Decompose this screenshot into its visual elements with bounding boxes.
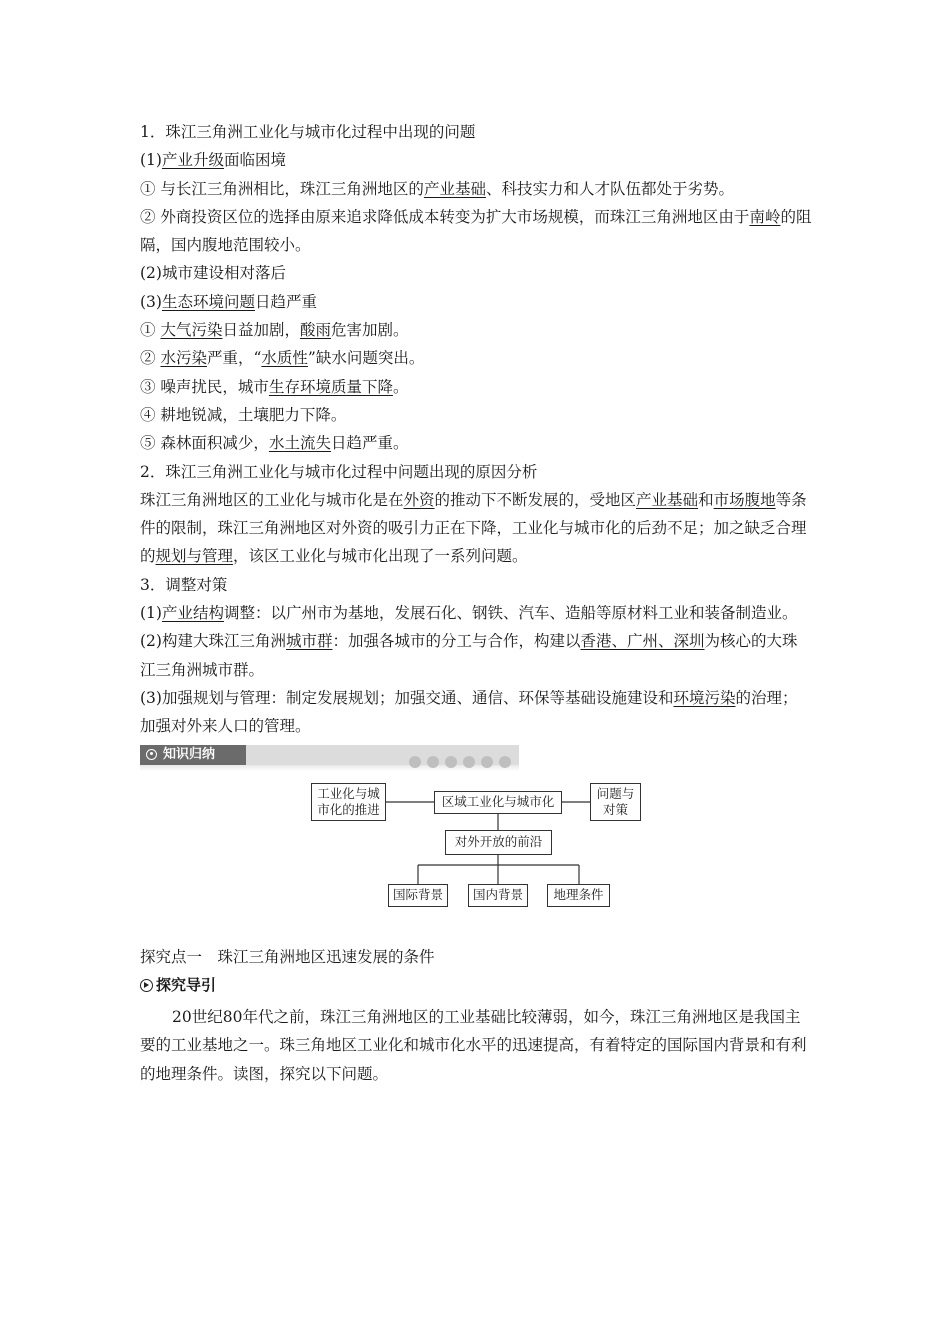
problem-2: (2)城市建设相对落后 [140, 264, 286, 283]
problem-1-point-2 [140, 203, 812, 260]
text: 调整：以广州市为基地，发展石化、钢铁、汽车、造船等原材料工业和装备制造业。 [223, 604, 798, 623]
key-term: 水土流失 [268, 434, 331, 453]
problem-3-point-5 [140, 429, 812, 457]
text: (1) [140, 604, 162, 623]
cause-analysis [140, 486, 812, 571]
countermeasure-1 [140, 599, 812, 627]
key-term: 产业升级 [161, 151, 224, 170]
diagram-box-international: 国际背景 [388, 884, 448, 907]
play-circle-icon [140, 979, 153, 992]
text: ⑤ 森林面积减少， [140, 434, 269, 453]
knowledge-diagram [140, 783, 812, 943]
text: 日趋严重。 [330, 434, 409, 453]
problem-3-point-3 [140, 373, 812, 401]
text: ③ 噪声扰民，城市 [140, 377, 269, 396]
section-1-title: 1．珠江三角洲工业化与城市化过程中出现的问题 [140, 123, 476, 141]
text: ② 外商投资区位的选择由原来追求降低成本转变为扩大市场规模，而珠江三角洲地区由于 [140, 207, 750, 226]
key-term: 外资 [403, 490, 435, 509]
document-body [140, 118, 812, 1088]
key-term: 水污染 [160, 349, 207, 368]
explore-paragraph: 20世纪80年代之前，珠江三角洲地区的工业基础比较薄弱，如今，珠江三角洲地区是我国主要的工业基地之一。珠三角地区工业化和城市化水平的迅速提高，有着特定的国际国内背景和有利的地理条件。读图，探究以下问题。 [140, 1008, 807, 1083]
dot-icon [463, 756, 475, 768]
text: 的推动下不断发展的，受地区 [434, 490, 637, 509]
key-term: 水质性 [261, 349, 308, 368]
diagram-box-left: 工业化与城市化的推进 [311, 783, 386, 821]
countermeasure-3 [140, 684, 812, 741]
problem-3-point-2 [140, 344, 812, 372]
dot-icon [445, 756, 457, 768]
key-term: 产业基础 [636, 490, 699, 509]
diagram-box-domestic: 国内背景 [468, 884, 528, 907]
key-term: 南岭 [749, 207, 781, 226]
text: (3)加强规划与管理：制定发展规划；加强交通、通信、环保等基础设施建设和 [140, 688, 674, 707]
key-term: 规划与管理 [155, 547, 234, 566]
banner-label: 知识归纳 [163, 746, 216, 762]
problem-1 [140, 146, 812, 174]
text: ① 与长江三角洲相比，珠江三角洲地区的 [140, 179, 424, 198]
text: 的阻隔，国内腹地范围较小。 [140, 207, 812, 255]
key-term: 生态环境问题 [161, 292, 255, 311]
text: 严重，“ [206, 349, 262, 368]
text: ② [140, 349, 161, 368]
text: 日益加剧， [222, 321, 300, 340]
text: ① [140, 321, 161, 340]
explore-point-title: 探究点一 珠江三角洲地区迅速发展的条件 [140, 947, 435, 966]
problem-3-point-4: ④ 耕地锐减，土壤肥力下降。 [140, 405, 347, 424]
key-term: 城市群 [285, 632, 333, 651]
banner-dots [403, 749, 511, 777]
diagram-box-geographic: 地理条件 [547, 884, 610, 907]
key-term: 香港、广州、深圳 [580, 632, 705, 651]
dot-icon [481, 756, 493, 768]
text: ”缺水问题突出。 [307, 349, 425, 368]
key-term: 大气污染 [160, 321, 223, 340]
problem-1-point-1 [140, 175, 812, 203]
countermeasure-2 [140, 627, 812, 684]
problem-3 [140, 288, 812, 316]
diagram-box-center: 区域工业化与城市化 [434, 791, 562, 814]
key-term: 酸雨 [299, 321, 331, 340]
dot-icon [409, 756, 421, 768]
text: 、科技实力和人才队伍都处于劣势。 [485, 179, 734, 198]
knowledge-summary-banner [140, 745, 519, 775]
dot-icon [427, 756, 439, 768]
text: ：加强各城市的分工与合作，构建以 [332, 632, 581, 651]
text: ，该区工业化与城市化出现了一系列问题。 [233, 547, 528, 566]
target-icon [146, 749, 157, 760]
diagram-box-middle: 对外开放的前沿 [445, 830, 552, 855]
text: 日趋严重 [254, 292, 317, 311]
key-term: 环境污染 [673, 688, 736, 707]
text: 为核心的大珠江三角洲城市群。 [140, 632, 798, 679]
section-3-title: 3．调整对策 [140, 575, 228, 594]
text: 等条件的限制，珠江三角洲地区对外资的吸引力正在下降，工业化与城市化的后劲不足；加之缺乏合理的 [140, 490, 807, 566]
banner-tab [140, 745, 246, 765]
explore-guide-heading [140, 971, 812, 999]
text: (2)构建大珠江三角洲 [140, 632, 286, 651]
dot-icon [499, 756, 511, 768]
problem-3-point-1 [140, 316, 812, 344]
text: (1) [140, 151, 162, 170]
text: 和 [698, 490, 714, 509]
key-term: 产业结构 [161, 604, 224, 623]
text: 的治理；加强对外来人口的管理。 [140, 688, 798, 736]
section-2-title: 2．珠江三角洲工业化与城市化过程中问题出现的原因分析 [140, 462, 538, 481]
diagram-box-right: 问题与对策 [590, 783, 641, 821]
text: 面临困境 [223, 151, 286, 170]
text: 。 [392, 377, 409, 396]
key-term: 产业基础 [423, 179, 486, 198]
text: (3) [140, 292, 162, 311]
guide-label: 探究导引 [156, 975, 217, 994]
key-term: 市场腹地 [713, 490, 776, 509]
text: 珠江三角洲地区的工业化与城市化是在 [140, 490, 404, 509]
key-term: 生存环境质量下降 [268, 377, 393, 396]
text: 危害加剧。 [330, 321, 409, 340]
